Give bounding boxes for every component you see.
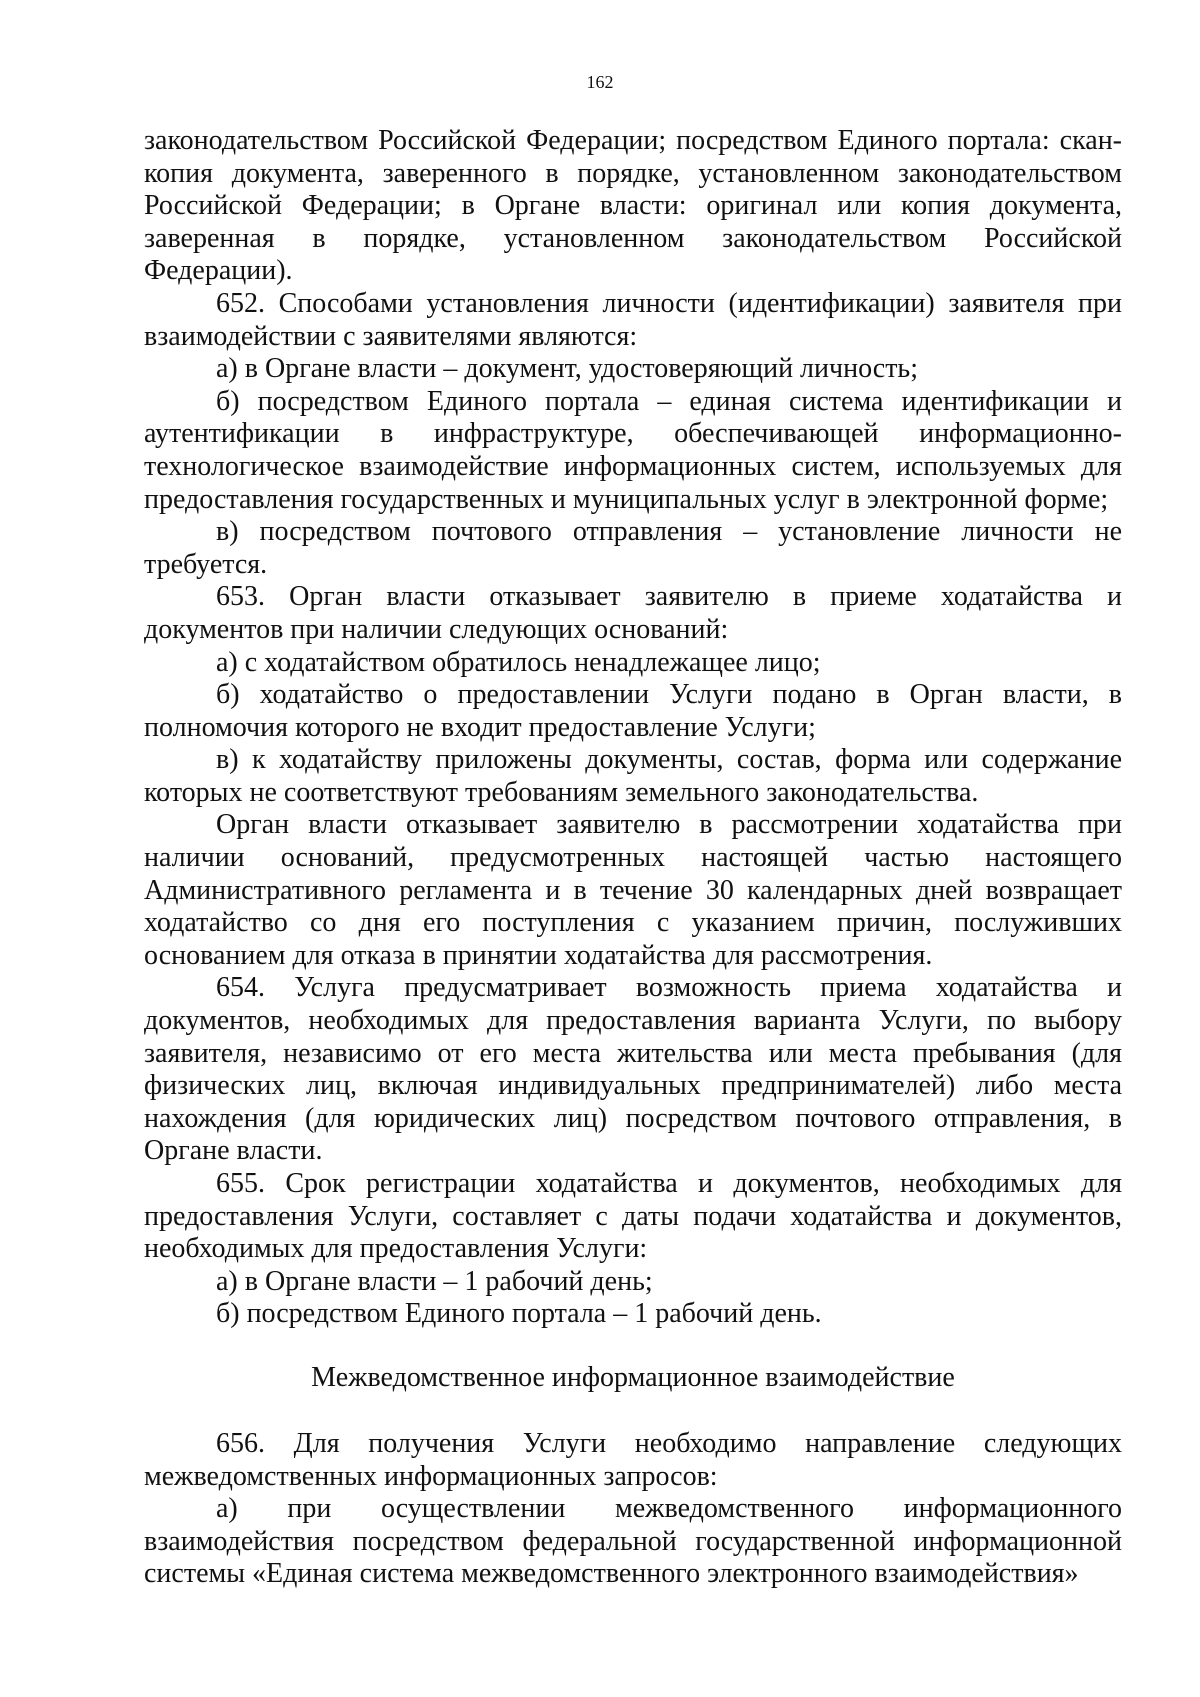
paragraph-656: 656. Для получения Услуги необходимо направление следующих межведомственных информационных запросов: (144, 1427, 1122, 1492)
paragraph-652-v: в) посредством почтового отправления – установление личности не требуется. (144, 516, 1122, 580)
paragraph-652: 652. Способами установления личности (идентификации) заявителя при взаимодействии с заявителями являются: (144, 287, 1122, 352)
paragraph-653: 653. Орган власти отказывает заявителю в приеме ходатайства и документов при наличии следующих оснований: (144, 581, 1122, 645)
paragraph-655-b: б) посредством Единого портала – 1 рабочий день. (216, 1298, 822, 1330)
paragraph-655-a: а) в Органе власти – 1 рабочий день; (216, 1265, 653, 1297)
paragraph-654: 654. Услуга предусматривает возможность приема ходатайства и документов, необходимых для предоставления варианта Услуги, по выбору заявителя, независимо от его места жительства или места пребывания (для физических лиц, включая индивидуальных предпринимателей) либо места нахождения (для юридических лиц) посредством почтового отправления, в Органе власти. (144, 972, 1122, 1167)
paragraph-655: 655. Срок регистрации ходатайства и документов, необходимых для предоставления Услуги, составляет с даты подачи ходатайства и документов, необходимых для предоставления Услуги: (144, 1168, 1122, 1265)
paragraph-653-v: в) к ходатайству приложены документы, состав, форма или содержание которых не соответствуют требованиям земельного законодательства. (144, 744, 1122, 808)
paragraph-653-a: а) с ходатайством обратилось ненадлежащее лицо; (216, 646, 821, 678)
section-heading: Межведомственное информационное взаимодействие (311, 1361, 955, 1393)
paragraph-656-a: а) при осуществлении межведомственного информационного взаимодействия посредством федеральной государственной информационной системы «Единая система межведомственного электронного взаимодействия» (144, 1493, 1122, 1590)
paragraph-653-tail: Орган власти отказывает заявителю в рассмотрении ходатайства при наличии оснований, предусмотренных настоящей частью настоящего Административного регламента и в течение 30 календарных дней возвращает ходатайство со дня его поступления с указанием причин, послуживших основанием для отказа в принятии ходатайства для рассмотрения. (144, 809, 1122, 971)
paragraph-652-a: а) в Органе власти – документ, удостоверяющий личность; (216, 353, 918, 385)
page-number: 162 (586, 72, 614, 92)
document-body (144, 125, 1122, 1591)
paragraph-653-b: б) ходатайство о предоставлении Услуги подано в Орган власти, в полномочия которого не входит предоставление Услуги; (144, 679, 1122, 743)
paragraph-652-b: б) посредством Единого портала – единая система идентификации и аутентификации в инфраструктуре, обеспечивающей информационно-технологическое взаимодействие информационных систем, используемых для предоставления государственных и муниципальных услуг в электронной форме; (144, 385, 1122, 515)
paragraph-continued: законодательством Российской Федерации; посредством Единого портала: скан-копия документа, заверенного в порядке, установленном законодательством Российской Федерации; в Органе власти: оригинал или копия документа, заверенная в порядке, установленном законодательством Российской Федерации). (144, 125, 1122, 287)
